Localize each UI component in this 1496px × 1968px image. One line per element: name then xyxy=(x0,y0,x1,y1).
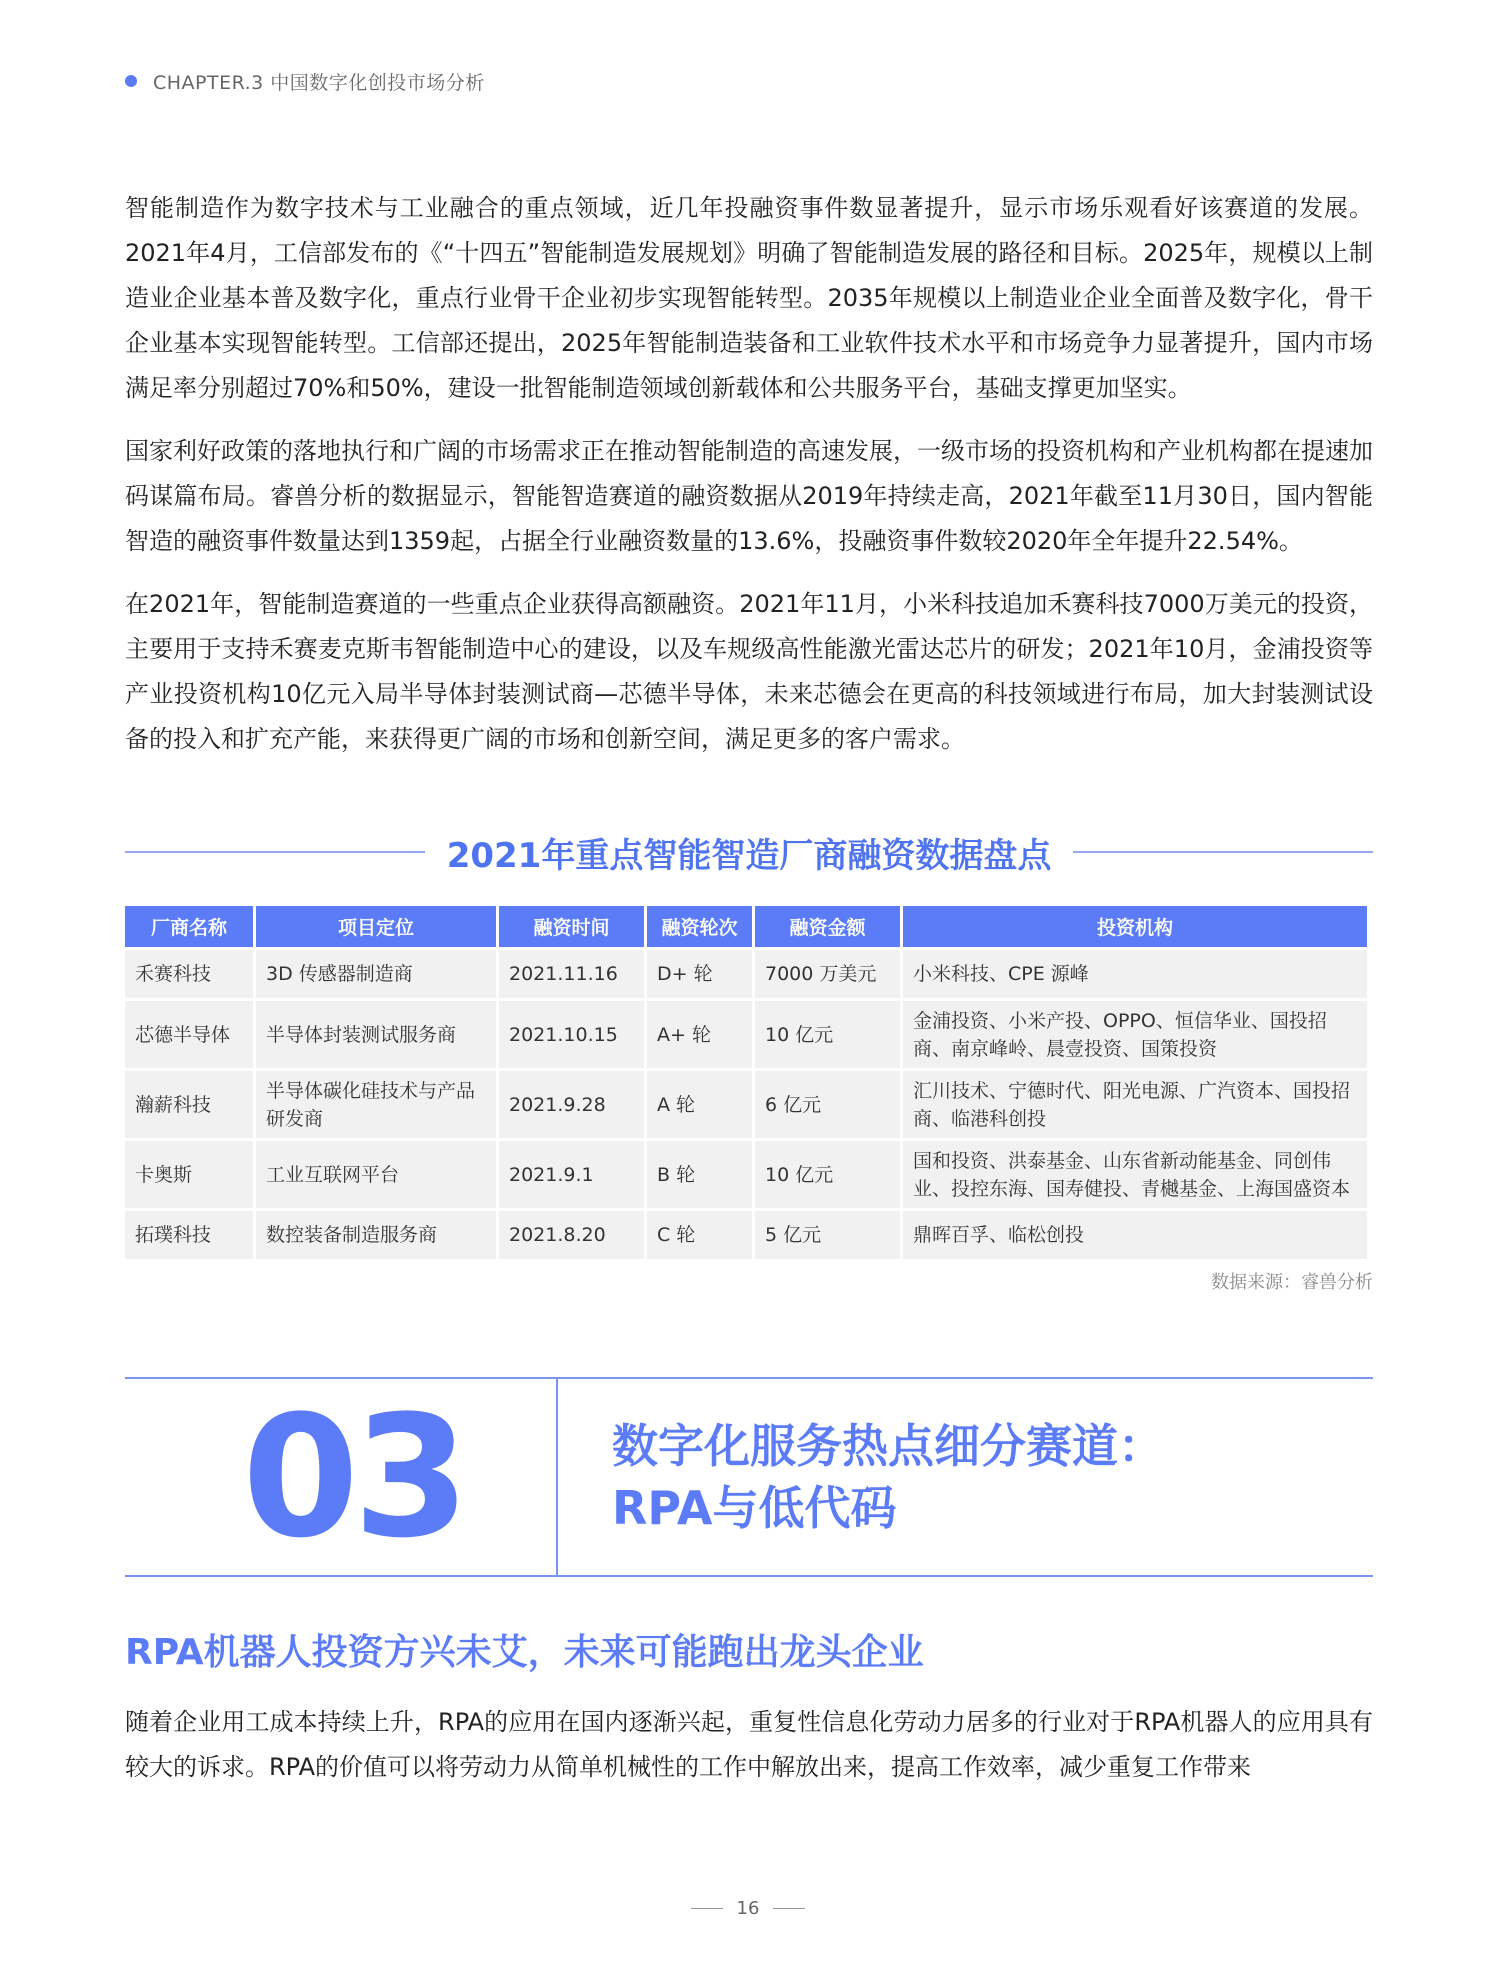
paragraph: 国家利好政策的落地执行和广阔的市场需求正在推动智能制造的高速发展，一级市场的投资机构和产业机构都在提速加码谋篇布局。睿兽分析的数据显示，智能智造赛道的融资数据从2019年持续走高，2021年截至11月30日，国内智能智造的融资事件数量达到1359起，占据全行业融资数量的13.6%，投融资事件数较2020年全年提升22.54%。 xyxy=(125,437,1373,555)
column-header: 融资金额 xyxy=(755,906,900,947)
table-cell: D+ 轮 xyxy=(647,950,752,998)
section-number: 03 xyxy=(242,1379,464,1575)
table-cell: C 轮 xyxy=(647,1211,752,1259)
table-cell: 2021.10.15 xyxy=(499,1001,644,1068)
section-banner xyxy=(125,1377,1373,1577)
footer-rule-left xyxy=(691,1908,723,1909)
table-cell: 金浦投资、小米产投、OPPO、恒信华业、国投招商、南京峰岭、晨壹投资、国策投资 xyxy=(903,1001,1367,1068)
table-cell: 国和投资、洪泰基金、山东省新动能基金、同创伟业、投控东海、国寿健投、青樾基金、上海国盛资本 xyxy=(903,1141,1367,1208)
table-cell: 10 亿元 xyxy=(755,1001,900,1068)
table-cell: 2021.9.28 xyxy=(499,1071,644,1138)
table-row xyxy=(125,950,1367,998)
section-title xyxy=(612,1415,1164,1539)
table-cell: 汇川技术、宁德时代、阳光电源、广汽资本、国投招商、临港科创投 xyxy=(903,1071,1367,1138)
table-cell: 卡奥斯 xyxy=(125,1141,253,1208)
table-cell: 拓璞科技 xyxy=(125,1211,253,1259)
table-cell: 工业互联网平台 xyxy=(256,1141,496,1208)
table-cell: 半导体封装测试服务商 xyxy=(256,1001,496,1068)
section-divider xyxy=(556,1379,558,1575)
table-cell: 2021.9.1 xyxy=(499,1141,644,1208)
table-cell: 5 亿元 xyxy=(755,1211,900,1259)
table-cell: 2021.11.16 xyxy=(499,950,644,998)
table-cell: B 轮 xyxy=(647,1141,752,1208)
table-cell: 7000 万美元 xyxy=(755,950,900,998)
section-title-line: RPA与低代码 xyxy=(612,1481,897,1535)
page-header xyxy=(125,66,485,96)
section-title-line: 数字化服务热点细分赛道： xyxy=(612,1419,1164,1473)
table-cell: 禾赛科技 xyxy=(125,950,253,998)
table-header-row xyxy=(125,906,1367,947)
title-rule-right xyxy=(1073,851,1373,853)
paragraph: 智能制造作为数字技术与工业融合的重点领域，近几年投融资事件数显著提升，显示市场乐观看好该赛道的发展。2021年4月，工信部发布的《“十四五”智能制造发展规划》明确了智能制造发展的路径和目标。2025年，规模以上制造业企业基本普及数字化，重点行业骨干企业初步实现智能转型。2035年规模以上制造业企业全面普及数字化，骨干企业基本实现智能转型。工信部还提出，2025年智能制造装备和工业软件技术水平和市场竞争力显著提升，国内市场满足率分别超过70%和50%，建设一批智能制造领域创新载体和公共服务平台，基础支撑更加坚实。 xyxy=(125,194,1373,402)
column-header: 融资时间 xyxy=(499,906,644,947)
table-row xyxy=(125,1141,1367,1208)
table-cell: 6 亿元 xyxy=(755,1071,900,1138)
table-cell: 瀚薪科技 xyxy=(125,1071,253,1138)
table-cell: 鼎晖百孚、临松创投 xyxy=(903,1211,1367,1259)
table-cell: A 轮 xyxy=(647,1071,752,1138)
table-cell: 数控装备制造服务商 xyxy=(256,1211,496,1259)
column-header: 项目定位 xyxy=(256,906,496,947)
chapter-label: CHAPTER.3 中国数字化创投市场分析 xyxy=(153,71,485,94)
table-cell: 2021.8.20 xyxy=(499,1211,644,1259)
column-header: 投资机构 xyxy=(903,906,1367,947)
footer-rule-right xyxy=(773,1908,805,1909)
table-cell: 芯德半导体 xyxy=(125,1001,253,1068)
financing-table xyxy=(122,903,1370,1262)
table-cell: 10 亿元 xyxy=(755,1141,900,1208)
data-source-note: 数据来源：睿兽分析 xyxy=(1211,1272,1373,1293)
table-row xyxy=(125,1071,1367,1138)
table-cell: 半导体碳化硅技术与产品研发商 xyxy=(256,1071,496,1138)
table-row xyxy=(125,1211,1367,1259)
bullet-dot-icon xyxy=(125,75,137,87)
table-cell: 小米科技、CPE 源峰 xyxy=(903,950,1367,998)
page-number: 16 xyxy=(736,1898,760,1919)
title-rule-left xyxy=(125,851,425,853)
paragraph: 随着企业用工成本持续上升，RPA的应用在国内逐渐兴起，重复性信息化劳动力居多的行业对于RPA机器人的应用具有较大的诉求。RPA的价值可以将劳动力从简单机械性的工作中解放出来，提高工作效率，减少重复工作带来 xyxy=(125,1708,1373,1781)
subsection-heading: RPA机器人投资方兴未艾，未来可能跑出龙头企业 xyxy=(125,1632,924,1673)
paragraph: 在2021年，智能制造赛道的一些重点企业获得高额融资。2021年11月，小米科技追加禾赛科技7000万美元的投资，主要用于支持禾赛麦克斯韦智能制造中心的建设，以及车规级高性能激光雷达芯片的研发；2021年10月，金浦投资等产业投资机构10亿元入局半导体封装测试商—芯德半导体，未来芯德会在更高的科技领域进行布局，加大封装测试设备的投入和扩充产能，来获得更广阔的市场和创新空间，满足更多的客户需求。 xyxy=(125,590,1373,753)
table-cell: 3D 传感器制造商 xyxy=(256,950,496,998)
table-cell: A+ 轮 xyxy=(647,1001,752,1068)
table-title-row xyxy=(125,822,1373,882)
intro-paragraphs xyxy=(125,186,1373,780)
column-header: 厂商名称 xyxy=(125,906,253,947)
page-footer xyxy=(0,1898,1496,1919)
table-row xyxy=(125,1001,1367,1068)
column-header: 融资轮次 xyxy=(647,906,752,947)
table-title: 2021年重点智能智造厂商融资数据盘点 xyxy=(446,835,1052,876)
